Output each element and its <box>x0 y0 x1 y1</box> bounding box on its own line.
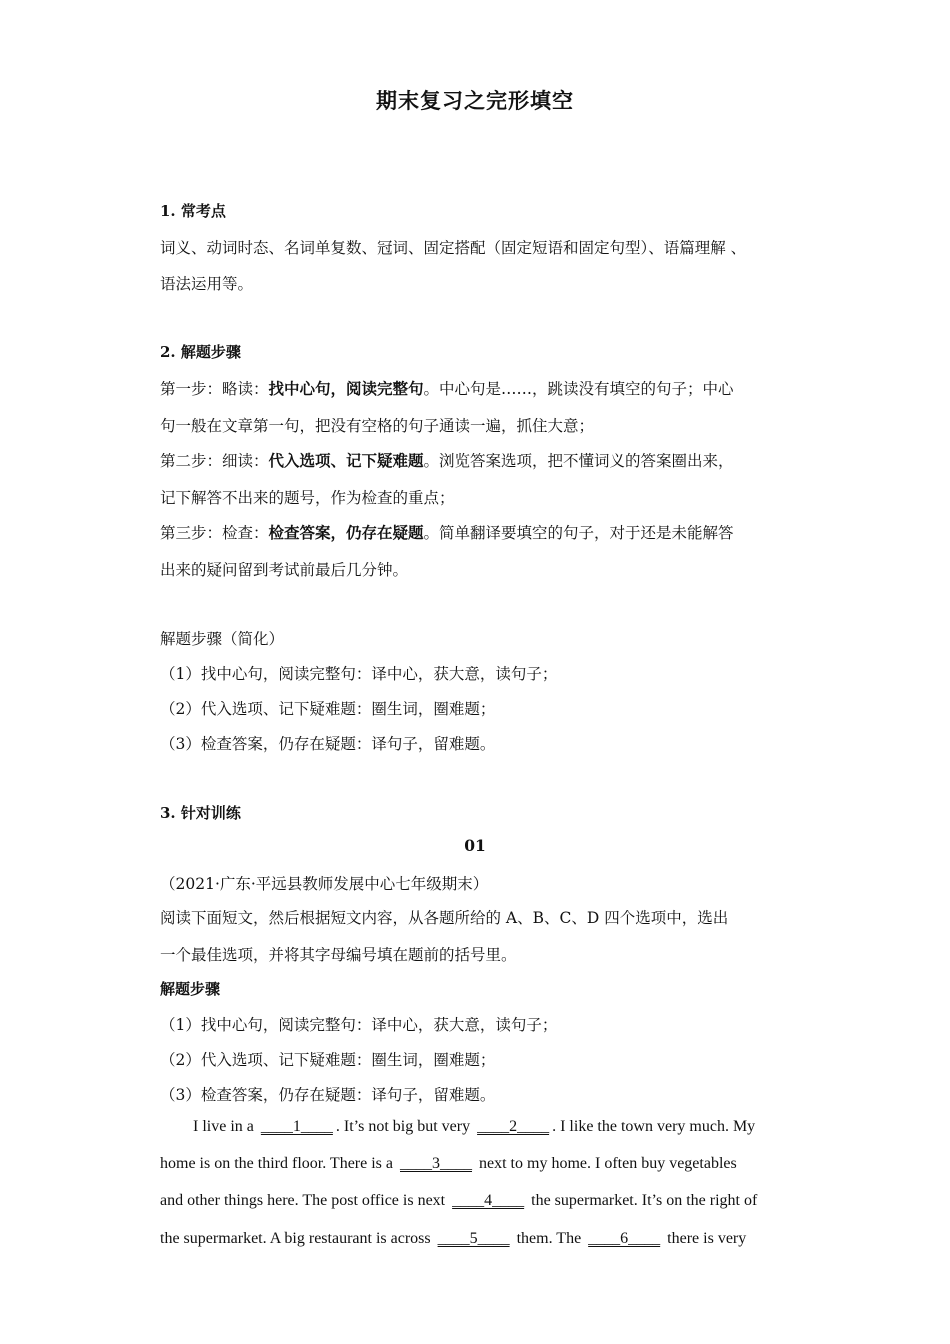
step-three-line <box>160 521 734 543</box>
passage-text: next to my home. I often buy vegetables <box>479 1155 737 1172</box>
passage-line <box>160 1155 737 1173</box>
passage-line <box>193 1118 755 1136</box>
step-one-line <box>160 377 734 399</box>
passage-text: home is on the third floor. There is a <box>160 1155 393 1172</box>
simplified-steps-title: 解题步骤（简化） <box>160 630 285 648</box>
blank-3: ____3____ <box>400 1155 472 1172</box>
training-step: （2）代入选项、记下疑难题：圈生词，圈难题； <box>160 1051 496 1069</box>
paragraph-line: 出来的疑问留到考试前最后几分钟。 <box>160 561 409 579</box>
passage-text: and other things here. The post office is next <box>160 1192 446 1209</box>
passage-text: . I like the town very much. My <box>552 1118 756 1135</box>
simplified-step: （2）代入选项、记下疑难题：圈生词，圈难题； <box>160 700 496 718</box>
instruction-line: 阅读下面短文，然后根据短文内容，从各题所给的 A、B、C、D 四个选项中，选出 <box>160 909 729 927</box>
passage-text: there is very <box>667 1230 747 1247</box>
steps-title: 解题步骤 <box>160 980 221 998</box>
blank-1: ____1____ <box>260 1118 333 1135</box>
passage-line <box>160 1192 757 1210</box>
paragraph-line: 语法运用等。 <box>160 275 254 293</box>
section-heading-training: 3. 针对训练 <box>160 804 241 822</box>
step-keyword: 检查答案，仍存在疑题 <box>268 523 424 542</box>
passage-text: I live in a <box>193 1118 254 1135</box>
step-label: 第二步：细读： <box>160 452 269 470</box>
step-text: 。简单翻译要填空的句子，对于还是未能解答 <box>423 524 734 542</box>
section-heading-common-points: 1. 常考点 <box>160 202 226 220</box>
section-heading-steps: 2. 解题步骤 <box>160 343 241 361</box>
passage-text: the supermarket. It’s on the right of <box>531 1192 758 1209</box>
paragraph-line: 记下解答不出来的题号，作为检查的重点； <box>160 489 455 507</box>
step-text: 。浏览答案选项，把不懂词义的答案圈出来， <box>423 452 734 470</box>
page-title: 期末复习之完形填空 <box>376 88 574 113</box>
blank-6: ____6____ <box>588 1230 661 1247</box>
exercise-number: 01 <box>464 836 486 855</box>
instruction-line: 一个最佳选项，并将其字母编号填在题前的括号里。 <box>160 946 517 964</box>
step-label: 第一步：略读： <box>160 380 269 398</box>
blank-4: ____4____ <box>452 1192 525 1209</box>
passage-line <box>160 1230 746 1248</box>
paragraph-line: 词义、动词时态、名词单复数、冠词、固定搭配（固定短语和固定句型）、语篇理解 、 <box>160 239 747 257</box>
step-text: 。中心句是……，跳读没有填空的句子；中心 <box>423 380 734 398</box>
training-step: （3）检查答案，仍存在疑题：译句子，留难题。 <box>160 1086 496 1104</box>
simplified-step: （1）找中心句，阅读完整句：译中心，获大意，读句子； <box>160 665 558 683</box>
step-label: 第三步：检查： <box>160 524 269 542</box>
passage-text: them. The <box>516 1230 582 1247</box>
simplified-step: （3）检查答案，仍存在疑题：译句子，留难题。 <box>160 735 496 753</box>
paragraph-line: 句一般在文章第一句，把没有空格的句子通读一遍，抓住大意； <box>160 417 595 435</box>
step-keyword: 代入选项、记下疑难题 <box>268 451 424 470</box>
training-step: （1）找中心句，阅读完整句：译中心，获大意，读句子； <box>160 1016 558 1034</box>
step-keyword: 找中心句，阅读完整句 <box>268 379 424 398</box>
blank-5: ____5____ <box>437 1230 510 1247</box>
passage-text: . It’s not big but very <box>335 1118 471 1135</box>
step-two-line <box>160 449 734 471</box>
blank-2: ____2____ <box>477 1118 550 1135</box>
exercise-source: （2021·广东·平远县教师发展中心七年级期末） <box>160 875 489 893</box>
passage-text: the supermarket. A big restaurant is across <box>160 1230 431 1247</box>
